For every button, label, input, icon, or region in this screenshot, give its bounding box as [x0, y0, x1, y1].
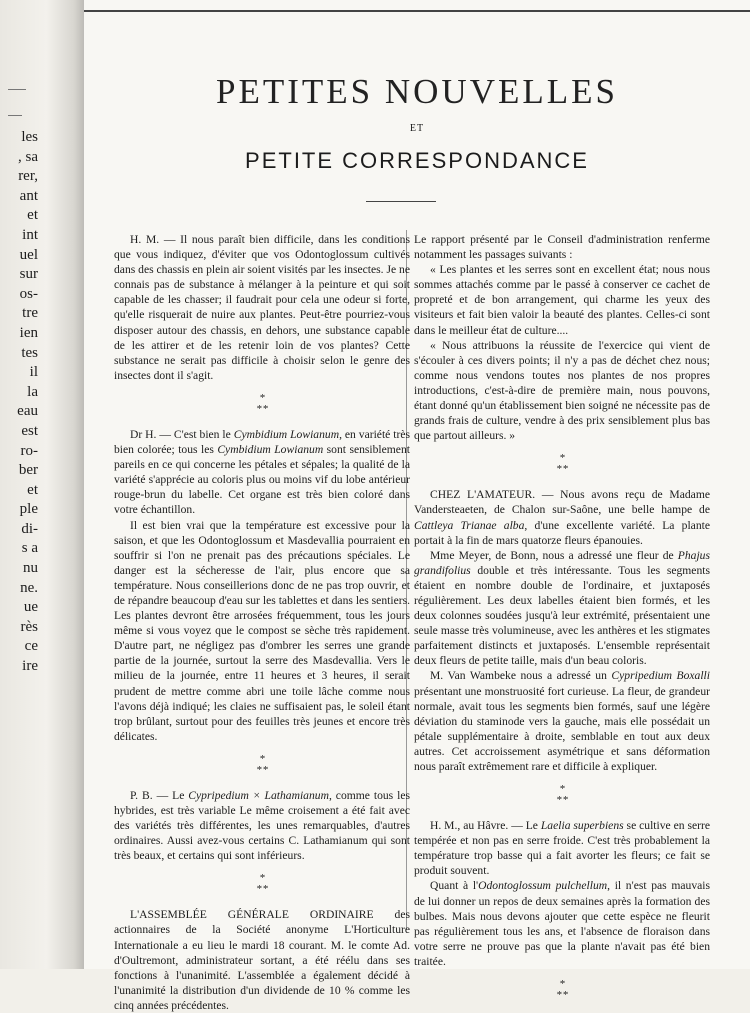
paragraph-chez-amateur: CHEZ L'AMATEUR. — Nous avons reçu de Madame Vandersteaeten, de Chalon sur-Saône, une belle hampe de Cattleya Trianae alba, d'une excellente variété. La plante portait à la fin de mars quatorze fleurs épanouies. [414, 488, 710, 547]
title-conjunction: ET [409, 123, 425, 134]
previous-page-fragment: rès [20, 618, 38, 635]
previous-page-fragment: il [29, 364, 38, 381]
previous-page-fragment: , sa [18, 148, 38, 165]
page-subtitle: PETITE CORRESPONDANCE [245, 148, 589, 173]
previous-page-fragment: os- [19, 285, 38, 302]
paragraph-hm-odontoglossum: H. M. — Il nous paraît bien difficile, dans les conditions que vous indiquez, d'éviter que vos Odontoglossum cultivés dans des chassis en plein air soient visités par les insectes. Je ne connais pas de substance à mélanger à la peinture et qui soit capable de les chasser; il faudrait pour cela une odeur si forte, qu'elle risquerait de nuire aux plantes. Peut-être pourriez-vous disposer autour des chassis, en dehors, une substance capable de les attirer et de les retenir loin de vos plantes? Cette substance ne serait pas difficile à choisir selon le genre des insectes dont il s'agit. [114, 233, 410, 382]
separator: * * * [556, 978, 568, 1002]
paragraph-assemblee-generale: L'ASSEMBLÉE GÉNÉRALE ORDINAIRE des actionnaires de la Société anonyme L'Horticulture Internationale a eu lieu le mardi 18 courant. M. le comte Ad. d'Oultremont, administrateur sortant, a été réélu dans ses fonctions à l'unanimité. L'assemblée a également décidé à l'unanimité la distribution d'un dividende de 10 % comme les cinq années précédentes. [114, 908, 410, 1012]
paragraph-odontoglossum-pulchellum: Quant à l'Odontoglossum pulchellum, il n'est pas mauvais de lui donner un repos de deux semaines après la formation des bulbes. Mais nous devons ajouter que cette espèce ne fleurit pas régulièrement tous les ans, et l'absence de floraison dans votre serre ne prouve pas que la plante n'avait pas été bien traitée. [414, 879, 711, 968]
paragraph-rapport: Le rapport présenté par le Conseil d'administration renferme notamment les passages suivants : [414, 233, 710, 262]
previous-page-fragment: di- [21, 520, 38, 537]
previous-page-fragment: est [21, 422, 38, 439]
previous-page-fragment: ce [24, 638, 38, 655]
paragraph-reussite: « Nous attribuons la réussite de l'exercice qui vient de s'écouler à ces divers points; il n'y a pas de déchet chez nous; comme nous vendons toutes nos plantes de nos propres introductions, c'est-à-dire de première main, nous pouvons, étant donné qu'un établissement bien soigné ne nécessite pas de grands frais de culture, vendre à des prix sensiblement plus bas que partout ailleurs. » [414, 338, 710, 443]
previous-page-text-fragments [2, 128, 38, 677]
previous-page-fragment: ro- [20, 442, 38, 459]
gutter-rule [8, 89, 26, 90]
previous-page-fragment: ant [19, 187, 38, 204]
left-column [114, 232, 410, 1013]
separator: * * * [256, 391, 268, 415]
previous-page-fragment: la [27, 383, 38, 400]
separator: * * * [256, 872, 268, 896]
previous-page-fragment: s a [21, 540, 38, 557]
page [84, 0, 750, 1012]
previous-page-fragment: ue [23, 599, 38, 616]
previous-page-fragment: uel [19, 246, 38, 263]
previous-page-fragment: nu [23, 560, 38, 577]
previous-page-fragment: ien [19, 324, 38, 341]
separator: * * * [256, 752, 268, 776]
top-border [84, 10, 750, 12]
separator: * * * [556, 452, 568, 476]
page-title: PETITES NOUVELLES [216, 72, 618, 111]
paragraph-pb-cypripedium: P. B. — Le Cypripedium × Lathamianum, comme tous les hybrides, est très variable Le même croisement a été fait avec des variétés très différentes, les unes remarquables, d'autres ordinaires. Aussi avez-vous certains C. Lathamianum qui sont très beaux, et certains qui sont inférieurs. [114, 788, 411, 863]
paragraph-temperature: Il est bien vrai que la température est excessive pour la saison, et que les Odontoglossum et Masdevallia pourraient en souffrir si l'on ne prenait pas des précautions spéciales. Le danger est la sécheresse de l'air, plus encore que sa température. Nous conseillerions donc de ne pas trop ouvrir, et de répandre beaucoup d'eau sur les tablettes et dans les sentiers. Les plantes devront être arrosées fréquemment, tous les jours même si vous voyez que le compost se sèche très rapidement. D'autre part, ne négligez pas d'ombrer les serres une grande partie de la journée, surtout la serre des Masdevallia. Vers le milieu de la journée, entre 11 heures et 3 heures, il serait prudent de mettre comme abri une toile lâche comme nous l'avons déjà indiqué; les claies ne suffisaient pas, le soleil étant trop brûlant, surtout pour des feuilles très jeunes et encore très délicates. [114, 518, 410, 743]
paragraph-hm-havre: H. M., au Hâvre. — Le Laelia superbiens se cultive en serre tempérée et non pas en serre froide. C'est très probablement la température trop basse qui a fait avorter les fleurs; ce fait se produit souvent. [414, 819, 710, 878]
previous-page-fragment: rer, [18, 168, 38, 185]
paragraph-mme-meyer: Mme Meyer, de Bonn, nous a adressé une fleur de Phajus grandifolius double et très intéressante. Tous les segments étaient en nombre double de l'ordinaire, et juxtaposés régulièrement. Les deux labelles étaient bien formés, et les deux colonnes soudées jusqu'à leur extrémité, présentaient une seule masse très volumineuse, avec les anthères et les stigmates parfaitement distincts et juxtaposés. L'ensemble représentait deux fleurs de petite taille, mais d'un beau coloris. [414, 548, 710, 668]
separator: * * * [556, 783, 568, 807]
previous-page-fragment: ple [19, 501, 38, 518]
previous-page-fragment: et [27, 207, 38, 224]
previous-page-fragment: ber [18, 462, 38, 479]
right-column [414, 232, 710, 1013]
previous-page-fragment: eau [17, 403, 38, 420]
paragraph-van-wambeke: M. Van Wambeke nous a adressé un Cypripedium Boxalli présentant une monstruosité fort curieuse. La fleur, de grandeur normale, avait tous les segments bien formés, sauf une légère déviation du staminode vers la gauche, mais elle possédait un pétale supplémentaire à droite, semblable en tout aux deux autres. Cet accroissement asymétrique et sans déformation nous paraît extrêmement rare et difficile à expliquer. [414, 669, 710, 773]
paragraph-dr-h-cymbidium: Dr H. — C'est bien le Cymbidium Lowianum, en variété très bien colorée; tous les Cymbidium Lowianum sont sensiblement pareils en ce qui concerne les pétales et sépales; la qualité de la variété s'apprécie au coloris plus ou moins vif du lobe antérieur rouge-brun du labelle. Cet organe est très bien coloré dans votre échantillon. [114, 427, 410, 517]
previous-page-gutter [0, 0, 84, 969]
gutter-rule [8, 115, 22, 116]
previous-page-fragment: tes [21, 344, 38, 361]
previous-page-fragment: ne. [20, 579, 38, 596]
previous-page-fragment: tre [22, 305, 38, 322]
title-rule [366, 201, 436, 202]
previous-page-fragment: les [21, 129, 38, 145]
previous-page-fragment: sur [19, 266, 38, 283]
previous-page-fragment: ire [22, 658, 38, 675]
previous-page-fragment: int [22, 226, 38, 243]
previous-page-fragment: et [27, 481, 38, 498]
paragraph-plantes-serres: « Les plantes et les serres sont en excellent état; nous nous sommes attachés comme par le passé à conserver ce cachet de propreté et de bon arrangement, qui charme les yeux des visiteurs et fait bien valoir la beauté des plantes. Celles-ci sont dans le meilleur état de culture.... [414, 263, 710, 337]
